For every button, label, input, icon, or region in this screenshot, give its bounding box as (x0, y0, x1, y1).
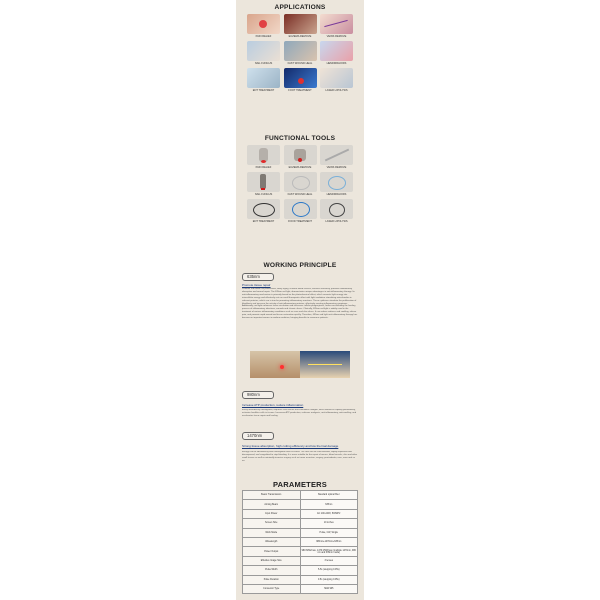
tool-label: ECZEMA REMOVE (288, 166, 312, 169)
hemorrhoids-image (320, 41, 353, 61)
parameters-table (242, 490, 358, 594)
wound-heal-image (284, 41, 317, 61)
functional-tools-title: FUNCTIONAL TOOLS (264, 135, 336, 142)
pain-relief-handpiece-image (247, 145, 280, 165)
applications-grid (247, 14, 353, 93)
tool-item (284, 199, 317, 223)
wavelength-subtitle-980: Increase ATP production, reduce inflammation (242, 403, 304, 407)
application-item (320, 41, 353, 65)
application-item (247, 68, 280, 92)
tool-item (247, 199, 280, 223)
tool-item (284, 172, 317, 196)
tool-label: ENT TREATMENT (252, 220, 275, 224)
nail-fungus-handpiece-image (247, 172, 280, 192)
wavelength-tag-1470: 1470nm (242, 432, 274, 440)
parameter-row (243, 547, 358, 556)
parameter-key: Work Mode (243, 528, 301, 537)
ent-image (247, 68, 280, 88)
application-item (247, 41, 280, 65)
parameter-value: 635nm (300, 500, 358, 509)
tool-item (320, 199, 353, 223)
hemorrhoids-fiber-image (320, 172, 353, 192)
parameter-key: Wavelength (243, 537, 301, 546)
tool-label: LASER LIPOLYSIS (325, 220, 348, 224)
application-label: PAIN RELIEF (255, 35, 272, 38)
product-detail-strip (236, 0, 364, 600)
veins-image (320, 14, 353, 34)
applications-title: APPLICATIONS (274, 4, 326, 11)
tools-grid (247, 145, 353, 224)
parameter-row (243, 556, 358, 565)
lipolysis-image (320, 68, 353, 88)
wavelength-text-1470: Energy can be absorbed by both hemoglobin and cell water. The heat can be concentrated, rapidly vaporized and decomposed, and coagulated to stop bleeding. It is more suitable for the repair of nerves, blood vessels, skin and other small tissues as well as minimally invasive surgery such as tumor resection, surgery, proctodontia, ears, nose and so on. (242, 451, 358, 462)
parameter-key: Aiming Beam (243, 500, 301, 509)
parameter-value: 0.5s (stepping 0.05s) (300, 575, 358, 584)
application-item (320, 14, 353, 38)
pain-relief-image (247, 14, 280, 34)
parameter-value: 5-5s (stepping 0.05s) (300, 566, 358, 575)
wavelength-tag-980: 980nm (242, 391, 274, 399)
tool-label: PAIN RELIEF (255, 166, 272, 169)
application-label: ENT TREATMENT (252, 89, 275, 93)
wavelength-subtitle-635: Promote tissue repair (242, 283, 271, 287)
parameter-value: 3 lenses (300, 556, 358, 565)
parameter-row (243, 528, 358, 537)
nail-fungus-image (247, 41, 280, 61)
parameter-value: 10 inches (300, 519, 358, 528)
eczema-image (284, 14, 317, 34)
parameter-value: AC 100-240V, 50/60Hz (300, 509, 358, 518)
application-item (284, 14, 317, 38)
eczema-handpiece-image (284, 145, 317, 165)
tool-label: VEINS REMOVE (326, 166, 347, 169)
wavelength-subtitle-1470: Strong tissue absorption, high cutting efficiency and low thermal damage (242, 444, 339, 448)
parameter-row (243, 575, 358, 584)
parameter-key: Screen Size (243, 519, 301, 528)
wavelength-text-980: Easily absorbed by hemoglobin, improves skin texture and stimulates collagen, which balances capillary permeability, activates healthier cells in tissues. Increases ATP production, achieves analgesic, anti-inflammatory, anti-swelling, and accelerates tissue repair and healing. (242, 409, 357, 417)
parameter-row (243, 584, 358, 593)
wound-heal-fiber-image (284, 172, 317, 192)
application-label: ECZEMA REMOVE (288, 35, 312, 38)
parameter-value: Pulse, CW, Single (300, 528, 358, 537)
lipolysis-fiber-image (320, 199, 353, 219)
wavelength-tag-635: 635nm (242, 273, 274, 281)
application-item (284, 41, 317, 65)
parameter-key: Input Power (243, 509, 301, 518)
laser-demo-image (250, 351, 350, 378)
working-principle-title: WORKING PRINCIPLE (263, 262, 337, 269)
tool-label: FOOD TREATMENT (288, 220, 312, 224)
parameter-key: Pulse Width (243, 566, 301, 575)
parameter-value: 980nm+1470nm+635nm (300, 537, 358, 546)
foot-fiber-image (284, 199, 317, 219)
application-item (247, 14, 280, 38)
tool-item (247, 145, 280, 169)
application-item (284, 68, 317, 92)
parameter-row (243, 509, 358, 518)
application-label: NAIL FUNGUS (254, 62, 273, 66)
application-label: FOOT TREATMENT (288, 89, 312, 93)
application-item (320, 68, 353, 92)
tool-label: NAIL FUNGUS (254, 193, 273, 197)
tool-label: FAST WOUND HEAL (287, 193, 313, 197)
veins-handpiece-image (320, 145, 353, 165)
wavelength-text-635: Promote red blood cell proliferation, delay aging, activate blood vessels, enhance immunity, promote inflammatory absorption and wound repair. The 635nm red light, demonstrates unique advantages in anti-inflammatory therapy. Its anti-inflammatory mechanism is primarily based on the photochemical effect, which converts light energy into intracellular energy and effectively acts on small therapeutic effect with light irradiation stimulating mitochondria in relevant proteins, which can in turn be promoting inflammatory reactions. These cytokines stimulate the proliferation of fibroblasts and increase the activity of anti-inflammatory proteins, effectively exerting inflammatory symptoms. Additionally, red light enhances tissue circulation and increases cellular phagocytosis, further accelerating the healing process of inflammatory infections, wounds and chronic ulcers. Clinically, 635nm red light is widely used in the treatment of various inflammatory conditions such as acne and skin ulcers. It can reduce redness and swelling, relieve pain, and promote rapid wound and tissue restoration quickly. Therefore, 635nm red light anti-inflammatory therapy has become an important means in modern medicine, bringing benefits to numerous patients. (242, 288, 358, 320)
parameter-row (243, 519, 358, 528)
parameter-key: Beam Transmission (243, 491, 301, 500)
parameter-key: Effective Image Size (243, 556, 301, 565)
tool-item (247, 172, 280, 196)
parameter-value: 980:60W/max, 1470:15W/max (multiple 1470nm, 980 nm and 635nm mode) (300, 547, 358, 556)
ent-fiber-image (247, 199, 280, 219)
application-label: FAST WOUND HEAL (287, 62, 313, 66)
parameter-row (243, 566, 358, 575)
parameter-value: Standard optical fiber (300, 491, 358, 500)
parameter-key: Power Output (243, 547, 301, 556)
tool-item (320, 172, 353, 196)
parameter-row (243, 500, 358, 509)
foot-image (284, 68, 317, 88)
parameter-key: Pulse Duration (243, 575, 301, 584)
parameter-row (243, 537, 358, 546)
application-label: LASER LIPOLYSIS (325, 89, 348, 93)
parameters-title: PARAMETERS (273, 480, 327, 489)
parameter-row (243, 491, 358, 500)
application-label: VEINS REMOVE (326, 35, 347, 38)
tool-item (320, 145, 353, 169)
parameter-value: SMA 905 (300, 584, 358, 593)
application-label: HEMORRHOIDS (326, 62, 347, 66)
parameter-key: Connector Type (243, 584, 301, 593)
tool-item (284, 145, 317, 169)
tool-label: HEMORRHOIDS (326, 193, 347, 197)
